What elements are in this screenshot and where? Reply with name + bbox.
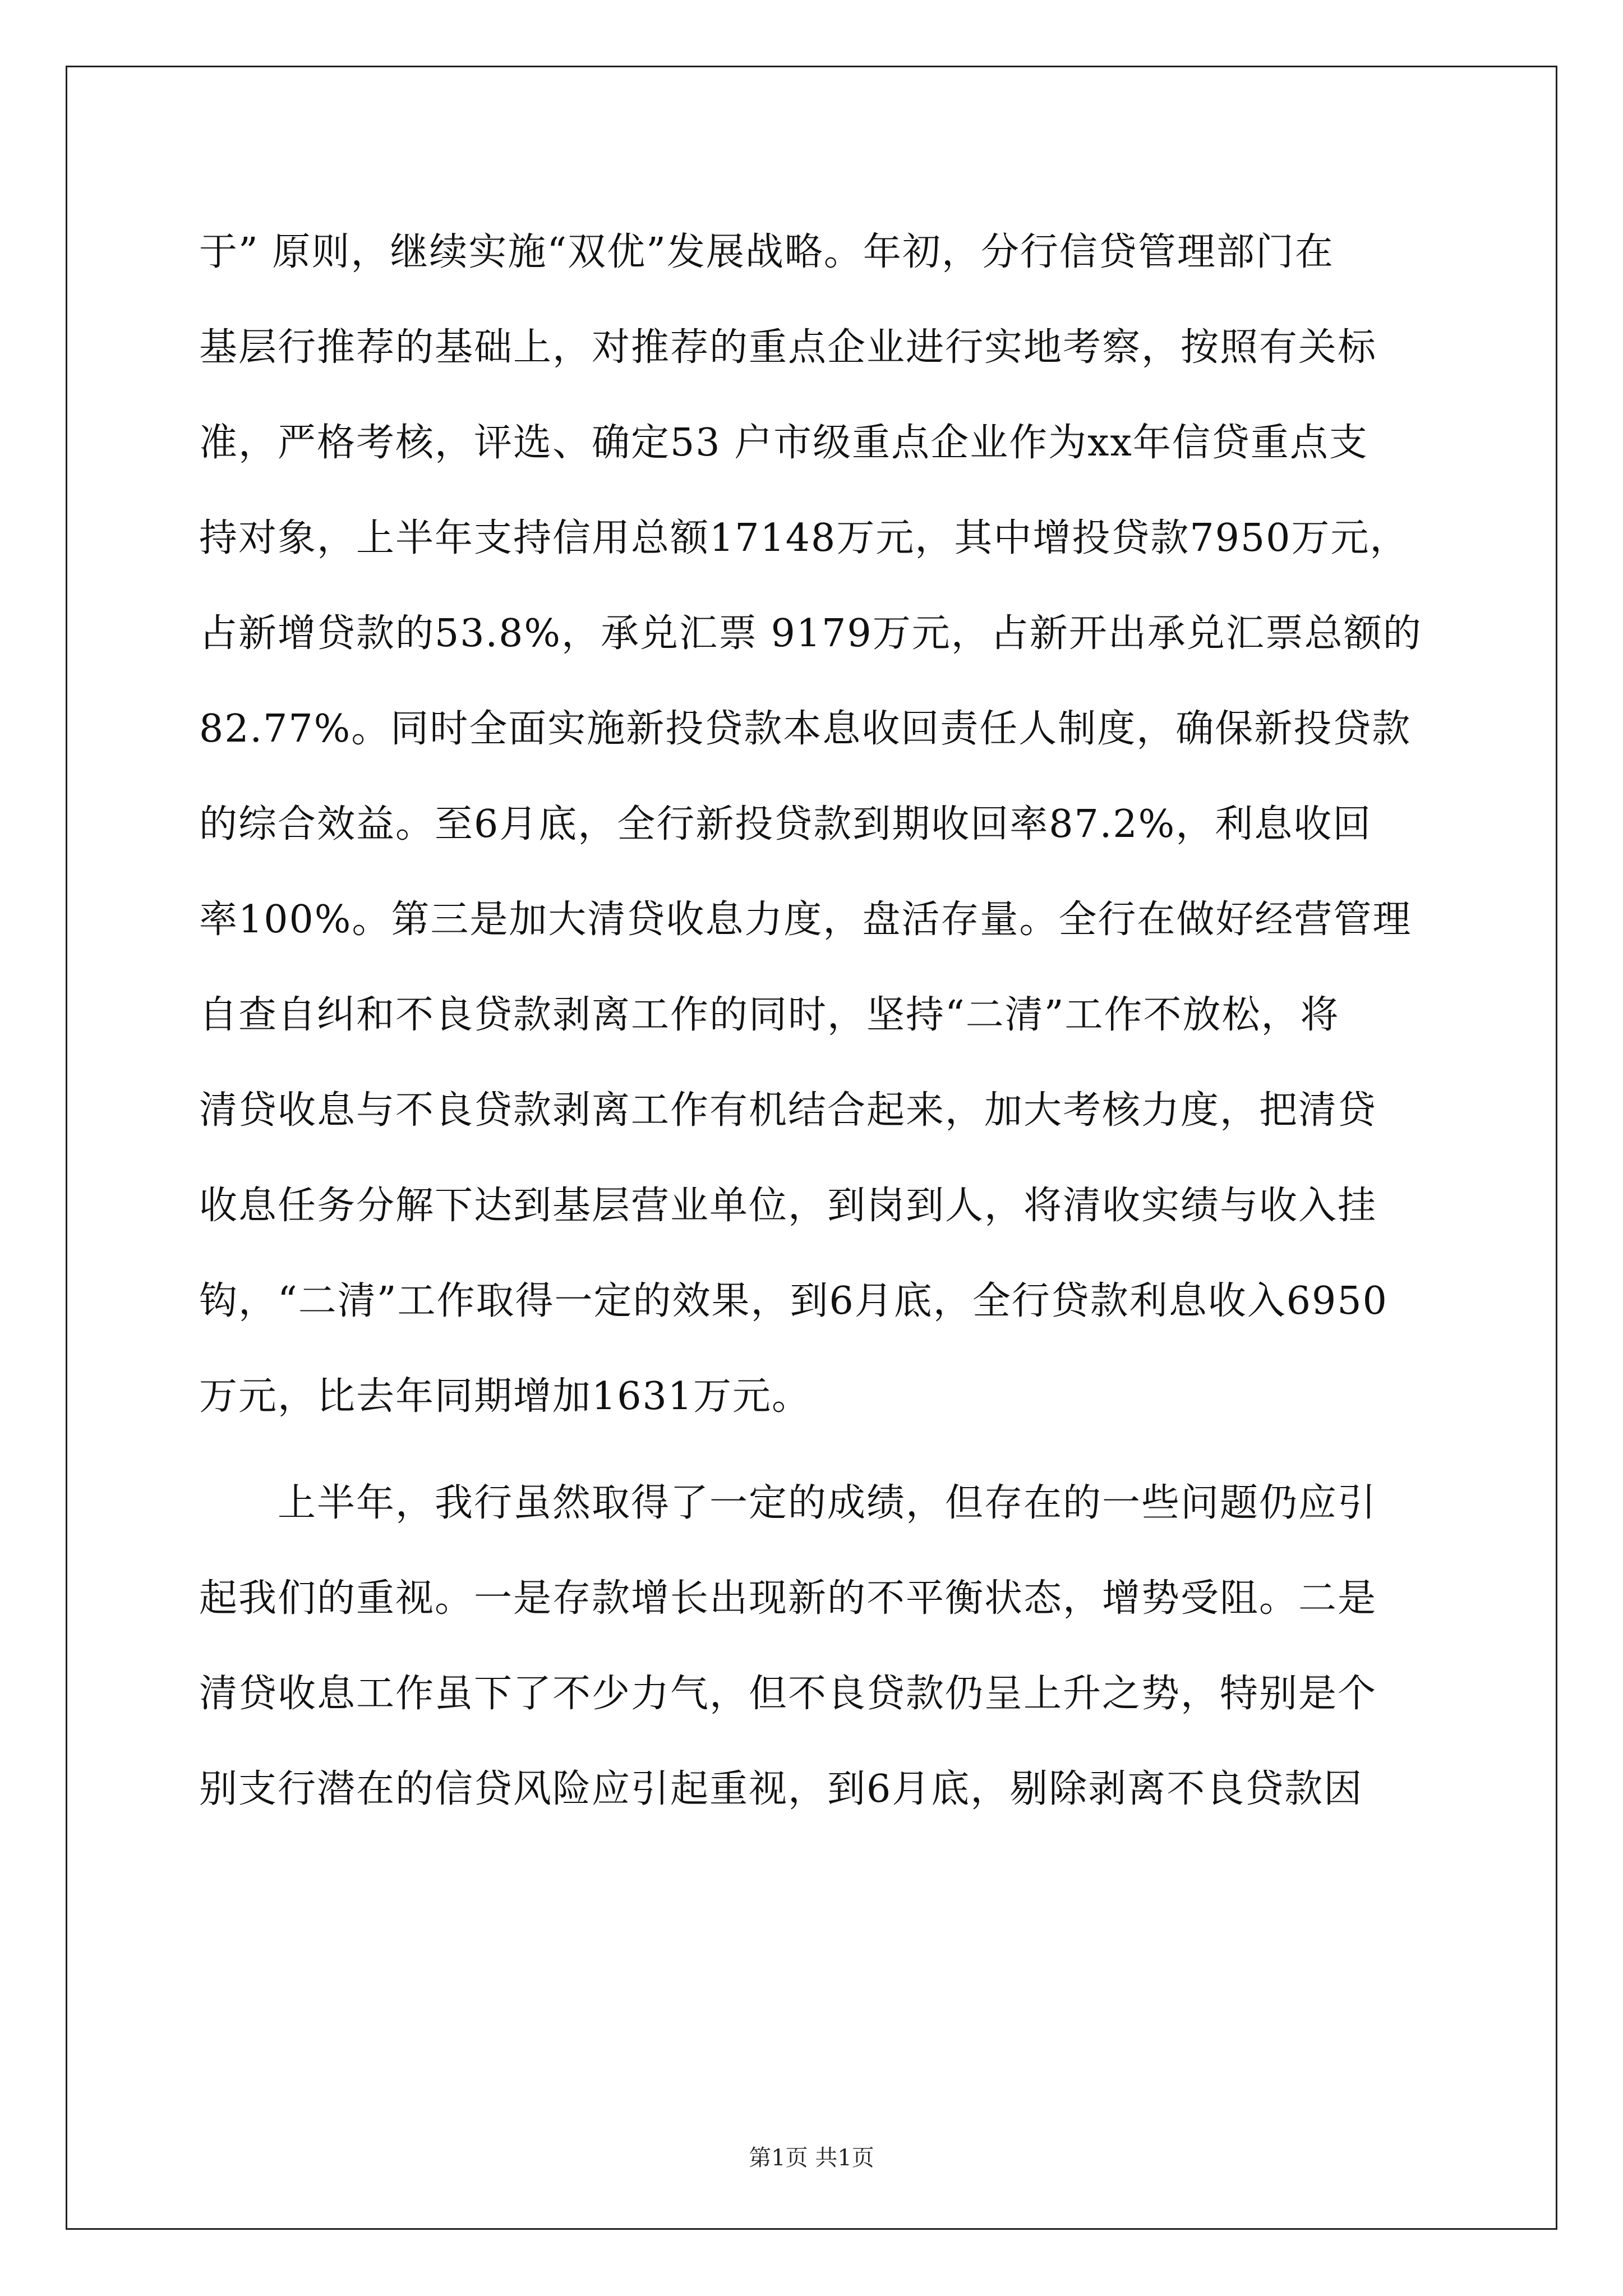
- body-text-line: 准，严格考核，评选、确定53 户市级重点企业作为xx年信贷重点支: [199, 421, 1368, 465]
- body-text-line: 收息任务分解下达到基层营业单位，到岗到人，将清收实绩与收入挂: [199, 1184, 1377, 1228]
- body-text-line: 82.77%。同时全面实施新投贷款本息收回责任人制度，确保新投贷款: [199, 707, 1412, 751]
- body-text-line: 自查自纠和不良贷款剥离工作的同时，坚持“二清”工作不放松，将: [199, 993, 1340, 1037]
- paragraph-first-line: 上半年，我行虽然取得了一定的成绩，但存在的一些问题仍应引: [278, 1481, 1377, 1525]
- body-text-line: 起我们的重视。一是存款增长出现新的不平衡状态，增势受阻。二是: [199, 1576, 1377, 1621]
- body-text-line: 率100%。第三是加大清贷收息力度，盘活存量。全行在做好经营管理: [199, 898, 1412, 942]
- body-text-line: 别支行潜在的信贷风险应引起重视，到6月底，剔除剥离不良贷款因: [199, 1767, 1363, 1811]
- body-text-line: 于” 原则，继续实施“双优”发展战略。年初，分行信贷管理部门在: [199, 230, 1334, 274]
- body-text-line: 占新增贷款的53.8%，承兑汇票 9179万元，占新开出承兑汇票总额的: [199, 611, 1422, 656]
- body-text-line: 的综合效益。至6月底，全行新投贷款到期收回率87.2%，利息收回: [199, 802, 1372, 846]
- page-border: [66, 66, 1557, 2230]
- body-text-line: 万元，比去年同期增加1631万元。: [199, 1374, 811, 1419]
- body-text-line: 清贷收息与不良贷款剥离工作有机结合起来，加大考核力度，把清贷: [199, 1088, 1377, 1133]
- body-text-line: 钩，“二清”工作取得一定的效果，到6月底，全行贷款利息收入6950: [199, 1279, 1388, 1323]
- body-text-line: 持对象，上半年支持信用总额17148万元，其中增投贷款7950万元，: [199, 516, 1409, 560]
- body-text-line: 清贷收息工作虽下了不少力气，但不良贷款仍呈上升之势，特别是个: [199, 1672, 1377, 1716]
- page-number-footer: 第1页 共1页: [749, 2145, 874, 2171]
- body-text-line: 基层行推荐的基础上，对推荐的重点企业进行实地考察，按照有关标: [199, 325, 1377, 370]
